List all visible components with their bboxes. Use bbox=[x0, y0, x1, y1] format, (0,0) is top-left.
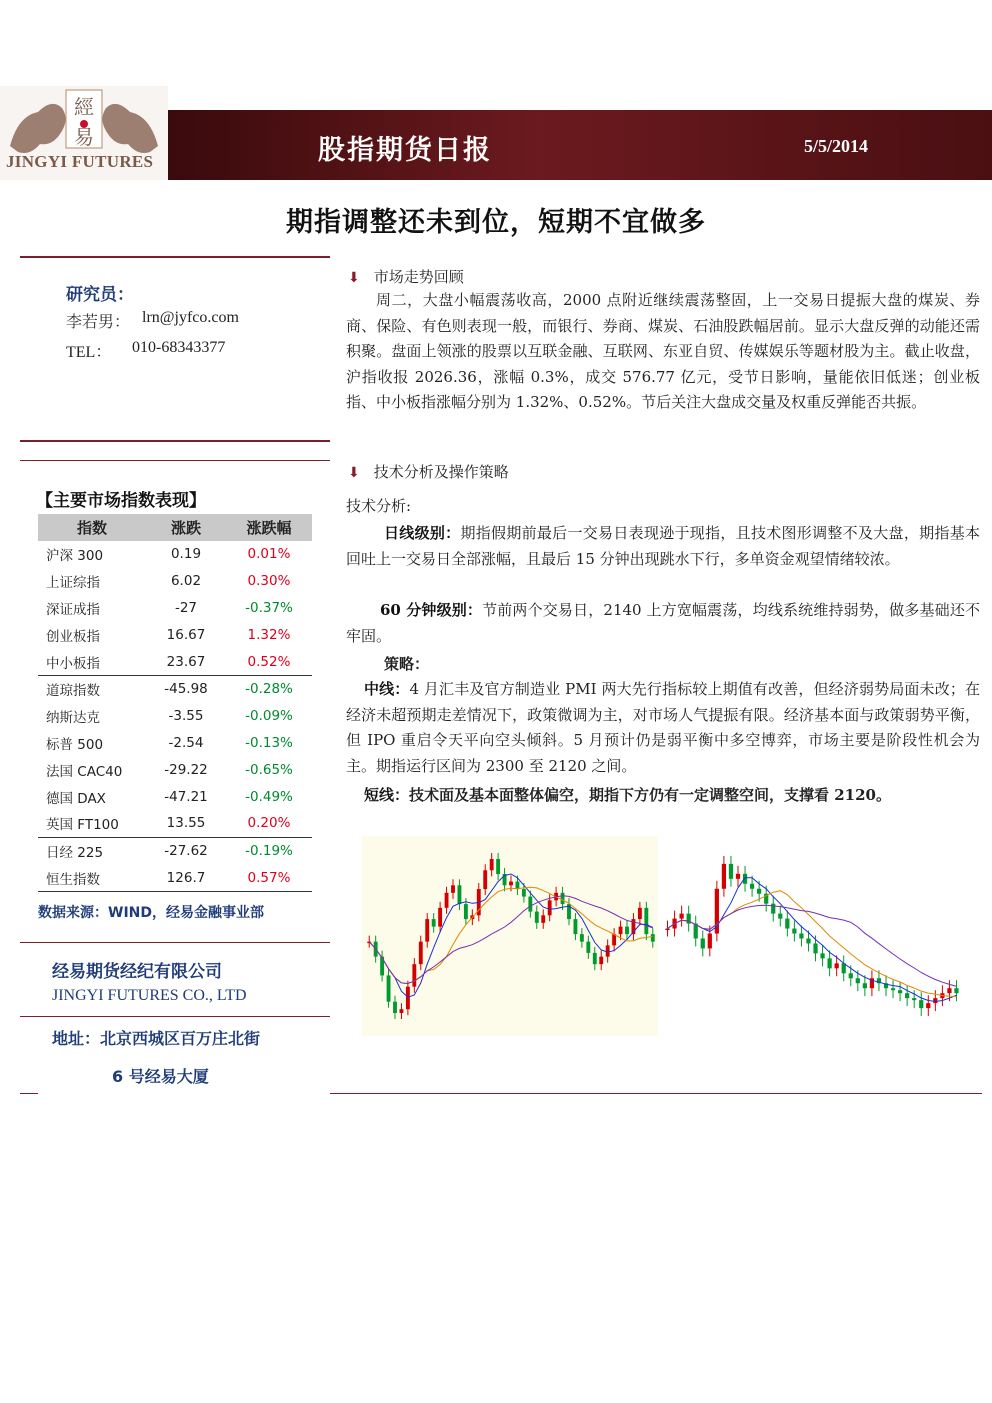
hourly-candle bbox=[828, 958, 832, 968]
index-change-cell: 6.02 bbox=[170, 573, 202, 590]
index-pct-cell: 0.52% bbox=[247, 653, 291, 670]
divider bbox=[20, 440, 330, 442]
index-pct-cell: -0.09% bbox=[245, 708, 293, 725]
hourly-candle bbox=[813, 943, 817, 953]
hourly-candle bbox=[835, 963, 839, 968]
logo-wordmark: JINGYI FUTURES bbox=[6, 152, 154, 171]
table-row bbox=[38, 756, 312, 783]
arrow-bullet-icon: ⬇ bbox=[348, 465, 360, 481]
index-name-cell: 德国 DAX bbox=[46, 790, 106, 807]
daily-candle bbox=[586, 942, 590, 953]
index-change-cell: -27.62 bbox=[146, 837, 226, 864]
table-row bbox=[38, 595, 312, 622]
index-pct-cell: -0.13% bbox=[245, 734, 293, 751]
daily-candle bbox=[625, 927, 629, 935]
daily-candle bbox=[509, 882, 513, 886]
short-term-label: 短线： bbox=[364, 786, 410, 804]
index-change-cell: -3.55 bbox=[168, 708, 204, 725]
market-index-table bbox=[38, 514, 312, 892]
table-row bbox=[38, 865, 312, 892]
index-change-cell: -2.54 bbox=[168, 734, 204, 751]
mid-term-label: 中线： bbox=[364, 680, 410, 698]
daily-candle bbox=[548, 900, 552, 915]
daily-candle bbox=[425, 919, 429, 942]
review-paragraph: 周二，大盘小幅震荡收高，2000 点附近继续震荡整固，上一交易日提振大盘的煤炭、券商、保险、有色则表现一般，而银行、券商、煤炭、石油股跌幅居前。显示大盘反弹的动能还需积聚。盘面上领涨的股票以互联金融、互联网、东亚自贸、传媒娱乐等题材股为主。截止收盘，沪指收报 2026.36，涨幅 0.3%，成交 576.77 亿元，受节日影响，量能依旧低迷；创业板指、中小板指涨幅分别为 1.32%、0.52%。节后关注大盘成交量及权重反弹能否共振。 bbox=[346, 291, 980, 412]
daily-candle bbox=[496, 859, 500, 874]
svg-text:經: 經 bbox=[74, 95, 94, 119]
index-name-cell: 日经 225 bbox=[38, 837, 146, 864]
hourly-candle bbox=[905, 993, 909, 998]
footer-rule bbox=[330, 1093, 982, 1094]
divider bbox=[20, 256, 330, 258]
index-pct-cell: 0.30% bbox=[247, 573, 291, 590]
daily-candle bbox=[400, 1009, 404, 1013]
min60-paragraph bbox=[346, 598, 980, 649]
index-pct-cell: 0.01% bbox=[247, 546, 291, 563]
hourly-candle bbox=[849, 973, 853, 978]
daily-candle bbox=[464, 904, 468, 919]
daily-candle bbox=[483, 870, 487, 889]
researcher-name: 李若男： bbox=[66, 312, 131, 331]
short-term-paragraph bbox=[346, 783, 980, 809]
index-pct-cell: -0.65% bbox=[245, 761, 293, 778]
hourly-candle bbox=[912, 998, 916, 1000]
table-row bbox=[38, 675, 312, 702]
daily-candle bbox=[535, 912, 539, 923]
section-heading-tech bbox=[348, 461, 509, 482]
hourly-candle bbox=[708, 934, 712, 949]
daily-text: 期指假期前最后一交易日表现逊于现指，且技术图形调整不及大盘，期指基本回吐上一交易日全部涨幅，且最后 15 分钟出现跳水下行，多单资金观望情绪较浓。 bbox=[346, 524, 980, 568]
hourly-candle bbox=[743, 874, 747, 884]
table-row bbox=[38, 568, 312, 595]
data-source-note: 数据来源：WIND，经易金融事业部 bbox=[38, 905, 264, 921]
arrow-bullet-icon: ⬇ bbox=[348, 270, 360, 286]
index-change-cell: 23.67 bbox=[166, 653, 206, 670]
daily-candle bbox=[445, 893, 449, 908]
daily-candle bbox=[438, 908, 442, 927]
index-name-cell: 恒生指数 bbox=[38, 865, 146, 892]
address-line-2: 6 号经易大厦 bbox=[112, 1067, 209, 1086]
report-title: 股指期货日报 bbox=[318, 135, 492, 166]
index-change-cell: -47.21 bbox=[164, 788, 208, 805]
daily-candle bbox=[651, 934, 655, 942]
svg-text:易: 易 bbox=[74, 125, 94, 149]
report-date: 5/5/2014 bbox=[804, 136, 869, 156]
mid-term-paragraph bbox=[346, 677, 980, 779]
index-name-cell: 标普 500 bbox=[46, 736, 104, 753]
short-term-text: 技术面及基本面整体偏空，期指下方仍有一定调整空间，支撑看 2120。 bbox=[409, 786, 891, 804]
column-header: 涨跌 bbox=[146, 514, 226, 541]
daily-candle bbox=[451, 885, 455, 893]
daily-candle bbox=[580, 934, 584, 942]
min60-label: 60 分钟级别： bbox=[380, 601, 483, 619]
column-header: 指数 bbox=[38, 514, 146, 541]
hourly-candle bbox=[799, 934, 803, 939]
footer-rule bbox=[20, 1093, 38, 1094]
index-name-cell: 上证综指 bbox=[46, 575, 100, 592]
headline: 期指调整还未到位，短期不宜做多 bbox=[286, 207, 706, 238]
section-heading-text: 市场走势回顾 bbox=[373, 268, 464, 286]
daily-candle bbox=[599, 957, 603, 965]
index-name-cell: 深证成指 bbox=[46, 601, 100, 618]
hourly-candle bbox=[947, 988, 951, 993]
index-change-cell: 13.55 bbox=[166, 815, 206, 832]
hourly-candle bbox=[856, 978, 860, 983]
daily-candle bbox=[406, 987, 410, 1010]
index-pct-cell: -0.37% bbox=[245, 599, 293, 616]
table-row bbox=[38, 810, 312, 837]
daily-candle bbox=[612, 934, 616, 945]
column-header: 涨跌幅 bbox=[226, 514, 312, 541]
hourly-candle bbox=[891, 988, 895, 990]
hourly-candle bbox=[898, 990, 902, 993]
index-change-cell: -27 bbox=[174, 599, 198, 616]
researcher-label: 研究员： bbox=[66, 285, 134, 305]
index-change-cell: -45.98 bbox=[146, 675, 226, 702]
hourly-candle bbox=[778, 914, 782, 919]
kline-chart-svg bbox=[362, 836, 962, 1036]
table-row bbox=[38, 730, 312, 757]
index-pct-cell: -0.49% bbox=[245, 788, 293, 805]
hourly-candle bbox=[722, 864, 726, 889]
tel-label: TEL： bbox=[66, 344, 112, 361]
index-name-cell: 法国 CAC40 bbox=[46, 763, 123, 780]
hourly-candle bbox=[806, 938, 810, 943]
header-banner bbox=[168, 110, 992, 180]
mid-term-text: 4 月汇丰及官方制造业 PMI 两大先行指标较上期值有改善，但经济弱势局面未改；在经济未超预期走差情况下，政策微调为主，对市场人气提振有限。经济基本面与政策弱势平衡，但 IPO 重启令天平向空头倾斜。5 月预计仍是弱平衡中多空博弈，市场主要是阶段性机会为主。期指运行区间为 2300 至 2120 之间。 bbox=[346, 680, 980, 775]
hourly-candle bbox=[701, 938, 705, 948]
index-name-cell: 纳斯达克 bbox=[46, 710, 100, 727]
index-name-cell: 英国 FT100 bbox=[46, 817, 119, 834]
daily-label: 日线级别： bbox=[384, 524, 461, 542]
index-name-cell: 中小板指 bbox=[46, 655, 100, 672]
table-row bbox=[38, 648, 312, 675]
divider bbox=[20, 942, 330, 943]
hourly-candle bbox=[785, 919, 789, 929]
daily-candle bbox=[619, 927, 623, 935]
index-change-cell: 0.19 bbox=[170, 546, 202, 563]
daily-candle bbox=[606, 945, 610, 956]
daily-paragraph bbox=[346, 521, 980, 572]
hourly-candle bbox=[954, 988, 958, 993]
hourly-candle bbox=[926, 1003, 930, 1008]
index-pct-cell: 0.57% bbox=[226, 865, 312, 892]
table-header-row bbox=[38, 514, 312, 541]
daily-candle bbox=[412, 964, 416, 987]
index-change-cell: 16.67 bbox=[166, 626, 206, 643]
hourly-candle bbox=[680, 914, 684, 919]
table-body bbox=[38, 541, 312, 892]
index-pct-cell: 1.32% bbox=[247, 626, 291, 643]
researcher-email[interactable]: lrn@jyfco.com bbox=[142, 309, 239, 326]
daily-candle bbox=[419, 942, 423, 965]
daily-candle bbox=[458, 885, 462, 904]
section-heading-review bbox=[348, 266, 464, 287]
hourly-candle bbox=[665, 929, 669, 931]
hourly-candle bbox=[933, 998, 937, 1003]
daily-candle bbox=[541, 915, 545, 923]
hourly-candle bbox=[919, 1000, 923, 1008]
daily-candle bbox=[528, 897, 532, 912]
index-name-cell: 创业板指 bbox=[46, 628, 100, 645]
table-row bbox=[38, 703, 312, 730]
table-row bbox=[38, 621, 312, 648]
table-row bbox=[38, 783, 312, 810]
daily-candle bbox=[490, 859, 494, 870]
daily-candle bbox=[516, 882, 520, 890]
address-line-1: 地址：北京西城区百万庄北街 bbox=[52, 1029, 261, 1048]
tech-analysis-label: 技术分析: bbox=[346, 497, 412, 515]
daily-candle bbox=[593, 953, 597, 964]
daily-candle bbox=[638, 908, 642, 919]
index-name-cell: 道琼指数 bbox=[38, 675, 146, 702]
daily-candle bbox=[522, 889, 526, 897]
divider bbox=[20, 460, 330, 461]
index-name-cell: 沪深 300 bbox=[46, 548, 104, 565]
hourly-candle bbox=[750, 884, 754, 889]
daily-candle bbox=[393, 1002, 397, 1013]
daily-candle bbox=[561, 893, 565, 904]
daily-candle bbox=[387, 975, 391, 1001]
hourly-candle bbox=[863, 983, 867, 988]
tel-value: 010-68343377 bbox=[132, 339, 226, 356]
index-table-title: 【主要市场指数表现】 bbox=[36, 491, 206, 511]
index-change-cell: -29.22 bbox=[164, 761, 208, 778]
hourly-candle bbox=[729, 864, 733, 879]
hourly-candle bbox=[820, 953, 824, 958]
hourly-candle bbox=[792, 929, 796, 934]
divider bbox=[20, 1016, 330, 1017]
table-row bbox=[38, 837, 312, 864]
strategy-label: 策略： bbox=[384, 655, 430, 673]
index-pct-cell: -0.19% bbox=[226, 837, 312, 864]
index-pct-cell: -0.28% bbox=[226, 675, 312, 702]
daily-candle bbox=[432, 919, 436, 927]
kline-chart bbox=[362, 836, 962, 1036]
table-row bbox=[38, 541, 312, 568]
company-name-en: JINGYI FUTURES CO., LTD bbox=[52, 987, 247, 1004]
company-name-cn: 经易期货经纪有限公司 bbox=[52, 962, 222, 982]
daily-candle bbox=[644, 908, 648, 934]
hourly-candle bbox=[771, 904, 775, 914]
index-change-cell: 126.7 bbox=[146, 865, 226, 892]
daily-candle bbox=[574, 919, 578, 934]
min60-text: 节前两个交易日，2140 上方宽幅震荡，均线系统维持弱势，做多基础还不牢固。 bbox=[346, 601, 980, 645]
hourly-candle bbox=[757, 889, 761, 894]
section-heading-text: 技术分析及操作策略 bbox=[373, 463, 509, 481]
index-pct-cell: 0.20% bbox=[247, 815, 291, 832]
hourly-candle bbox=[736, 874, 740, 879]
